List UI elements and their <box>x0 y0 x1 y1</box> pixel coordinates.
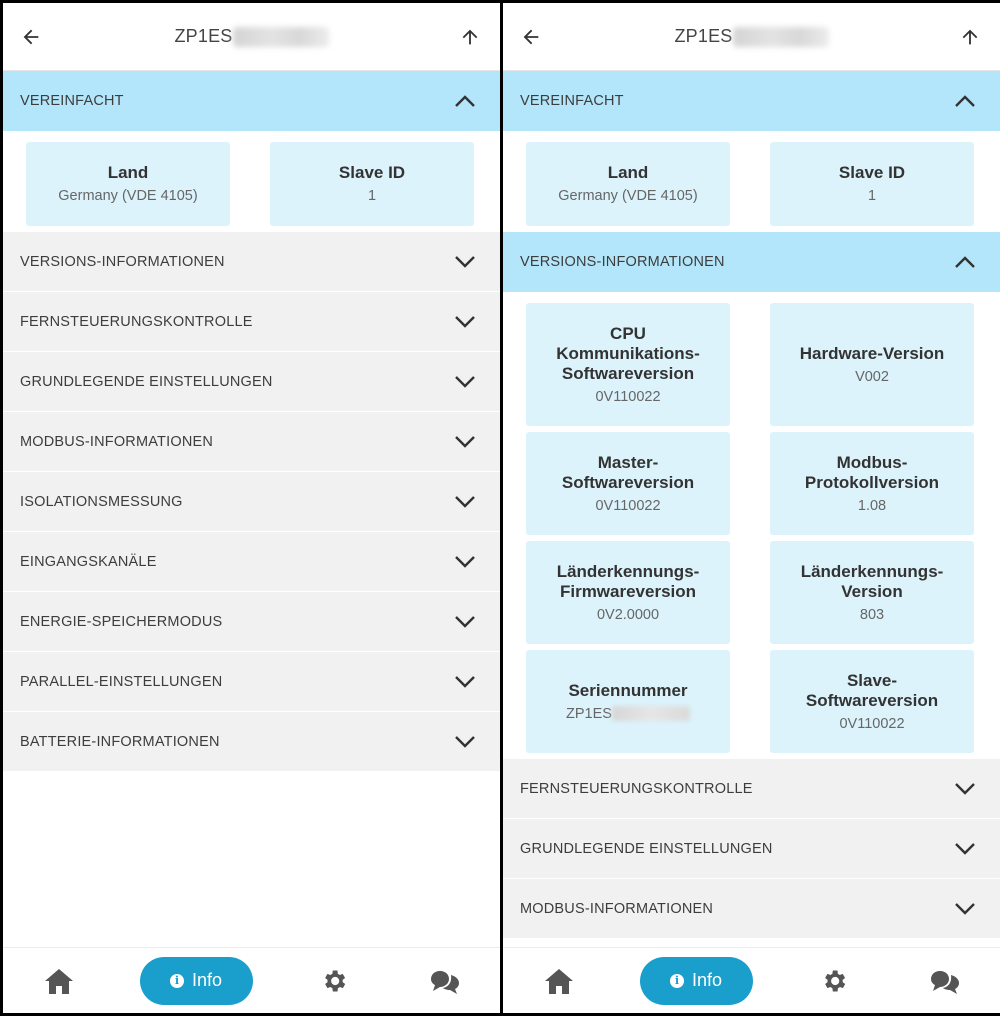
section-label: GRUNDLEGENDE EINSTELLUNGEN <box>20 373 273 390</box>
card-title: Seriennummer <box>568 680 688 700</box>
card-title-line: Protokollversion <box>804 472 940 492</box>
section-vereinfacht[interactable] <box>3 71 500 131</box>
arrow-left-icon <box>20 26 42 48</box>
info-icon: i <box>670 974 684 988</box>
card-title: Land <box>107 163 149 182</box>
card-title-line: Version <box>841 581 903 601</box>
section-parallel-einstellungen[interactable] <box>3 652 500 712</box>
section-modbus-informationen[interactable] <box>3 412 500 472</box>
chevron-down-icon <box>454 555 476 569</box>
card-value: 1 <box>367 188 377 204</box>
chevron-down-icon <box>454 615 476 629</box>
chevron-up-icon <box>454 94 476 108</box>
section-label: VERSIONS-INFORMATIONEN <box>20 253 225 270</box>
serial-redacted <box>233 27 329 47</box>
chevron-down-icon <box>454 735 476 749</box>
section-label: GRUNDLEGENDE EINSTELLUNGEN <box>520 840 773 857</box>
versions-cards <box>503 292 1000 759</box>
card-land <box>526 142 730 226</box>
bottom-navigation <box>3 947 500 1013</box>
back-button[interactable] <box>15 21 47 53</box>
nav-chat[interactable] <box>415 956 475 1006</box>
card-slave-id <box>270 142 474 226</box>
nav-home[interactable] <box>529 956 589 1006</box>
scroll-top-button[interactable] <box>454 21 486 53</box>
section-label: FERNSTEUERUNGSKONTROLLE <box>520 780 753 797</box>
device-serial-prefix: ZP1ES <box>174 26 233 46</box>
chevron-down-icon <box>454 255 476 269</box>
chat-icon <box>430 967 460 995</box>
card-land <box>26 142 230 226</box>
card-title-line: Master- <box>597 452 659 472</box>
section-label: VEREINFACHT <box>520 93 624 109</box>
bottom-navigation <box>503 947 1000 1013</box>
card-title-line: Softwareversion <box>561 472 695 492</box>
card-laenderkennung-version <box>770 541 974 644</box>
nav-settings[interactable] <box>304 956 364 1006</box>
section-isolationsmessung[interactable] <box>3 472 500 532</box>
settings-list <box>3 71 500 772</box>
nav-info[interactable] <box>140 957 253 1005</box>
section-versions-informationen[interactable] <box>3 232 500 292</box>
card-cpu-software <box>526 303 730 426</box>
serial-redacted <box>733 27 829 47</box>
section-fernsteuerungskontrolle[interactable] <box>503 759 1000 819</box>
chevron-down-icon <box>954 842 976 856</box>
card-value: 0V110022 <box>595 388 661 405</box>
card-value: 0V110022 <box>839 715 905 732</box>
card-value: 0V2.0000 <box>596 606 660 623</box>
settings-list <box>503 71 1000 939</box>
arrow-up-icon <box>959 26 981 48</box>
section-label: BATTERIE-INFORMATIONEN <box>20 733 220 750</box>
left-screen <box>3 3 500 1013</box>
section-energie-speichermodus[interactable] <box>3 592 500 652</box>
card-value: Germany (VDE 4105) <box>58 188 198 204</box>
app-header <box>3 3 500 71</box>
nav-settings[interactable] <box>804 956 864 1006</box>
arrow-left-icon <box>520 26 542 48</box>
card-title-line: Softwareversion <box>561 363 695 383</box>
card-title: Slave ID <box>838 163 906 182</box>
card-title-line: Kommunikations- <box>556 343 700 363</box>
card-title-line: Länderkennungs- <box>556 561 700 581</box>
section-batterie-informationen[interactable] <box>3 712 500 772</box>
card-title: Land <box>607 163 649 182</box>
card-value: 1 <box>867 188 877 204</box>
section-label: ENERGIE-SPEICHERMODUS <box>20 613 223 630</box>
info-icon: i <box>170 974 184 988</box>
serial-redacted <box>612 706 690 721</box>
app-header <box>503 3 1000 71</box>
chevron-down-icon <box>454 375 476 389</box>
card-title-line: Modbus- <box>836 452 908 472</box>
chevron-down-icon <box>454 435 476 449</box>
card-master-software <box>526 432 730 535</box>
card-value <box>566 705 690 723</box>
card-value: V002 <box>855 368 889 385</box>
card-title-line: Softwareversion <box>805 690 939 710</box>
section-label: MODBUS-INFORMATIONEN <box>520 900 714 917</box>
nav-chat[interactable] <box>915 956 975 1006</box>
vereinfacht-cards <box>3 131 500 232</box>
scroll-top-button[interactable] <box>954 21 986 53</box>
chat-icon <box>930 967 960 995</box>
section-label: FERNSTEUERUNGSKONTROLLE <box>20 313 253 330</box>
card-title: Slave ID <box>338 163 406 182</box>
card-value: 1.08 <box>857 497 887 514</box>
nav-info[interactable] <box>640 957 753 1005</box>
card-modbus-protokoll <box>770 432 974 535</box>
card-slave-id <box>770 142 974 226</box>
card-value: Germany (VDE 4105) <box>558 188 698 204</box>
section-versions-informationen[interactable] <box>503 232 1000 292</box>
gear-icon <box>820 967 848 995</box>
section-label: ISOLATIONSMESSUNG <box>20 493 183 510</box>
right-screen <box>503 3 1000 1013</box>
card-title-line: Länderkennungs- <box>800 561 944 581</box>
section-label: VERSIONS-INFORMATIONEN <box>520 254 725 270</box>
section-grundlegende-einstellungen[interactable] <box>503 819 1000 879</box>
nav-home[interactable] <box>29 956 89 1006</box>
card-hardware-version <box>770 303 974 426</box>
gear-icon <box>320 967 348 995</box>
card-value: 803 <box>859 606 885 623</box>
section-eingangskanaele[interactable] <box>3 532 500 592</box>
card-laenderkennung-firmware <box>526 541 730 644</box>
section-label: VEREINFACHT <box>20 93 124 109</box>
nav-info-label: Info <box>191 970 223 990</box>
section-grundlegende-einstellungen[interactable] <box>3 352 500 412</box>
chevron-down-icon <box>454 315 476 329</box>
card-seriennummer <box>526 650 730 753</box>
chevron-up-icon <box>954 94 976 108</box>
home-icon <box>544 967 574 995</box>
chevron-down-icon <box>954 902 976 916</box>
section-label: PARALLEL-EINSTELLUNGEN <box>20 673 223 690</box>
section-vereinfacht[interactable] <box>503 71 1000 131</box>
vereinfacht-cards <box>503 131 1000 232</box>
section-label: EINGANGSKANÄLE <box>20 553 157 570</box>
chevron-down-icon <box>454 495 476 509</box>
back-button[interactable] <box>515 21 547 53</box>
card-title: Hardware-Version <box>799 343 945 363</box>
page-title <box>174 26 328 47</box>
section-label: MODBUS-INFORMATIONEN <box>20 433 214 450</box>
chevron-up-icon <box>954 255 976 269</box>
serial-prefix: ZP1ES <box>566 705 612 722</box>
nav-info-label: Info <box>691 970 723 990</box>
card-title-line: Slave- <box>846 670 898 690</box>
home-icon <box>44 967 74 995</box>
section-modbus-informationen[interactable] <box>503 879 1000 939</box>
card-title-line: Firmwareversion <box>559 581 697 601</box>
arrow-up-icon <box>459 26 481 48</box>
card-slave-software <box>770 650 974 753</box>
chevron-down-icon <box>954 782 976 796</box>
page-title <box>674 26 828 47</box>
section-fernsteuerungskontrolle[interactable] <box>3 292 500 352</box>
chevron-down-icon <box>454 675 476 689</box>
device-serial-prefix: ZP1ES <box>674 26 733 46</box>
card-value: 0V110022 <box>595 497 661 514</box>
card-title-line: CPU <box>610 323 646 343</box>
